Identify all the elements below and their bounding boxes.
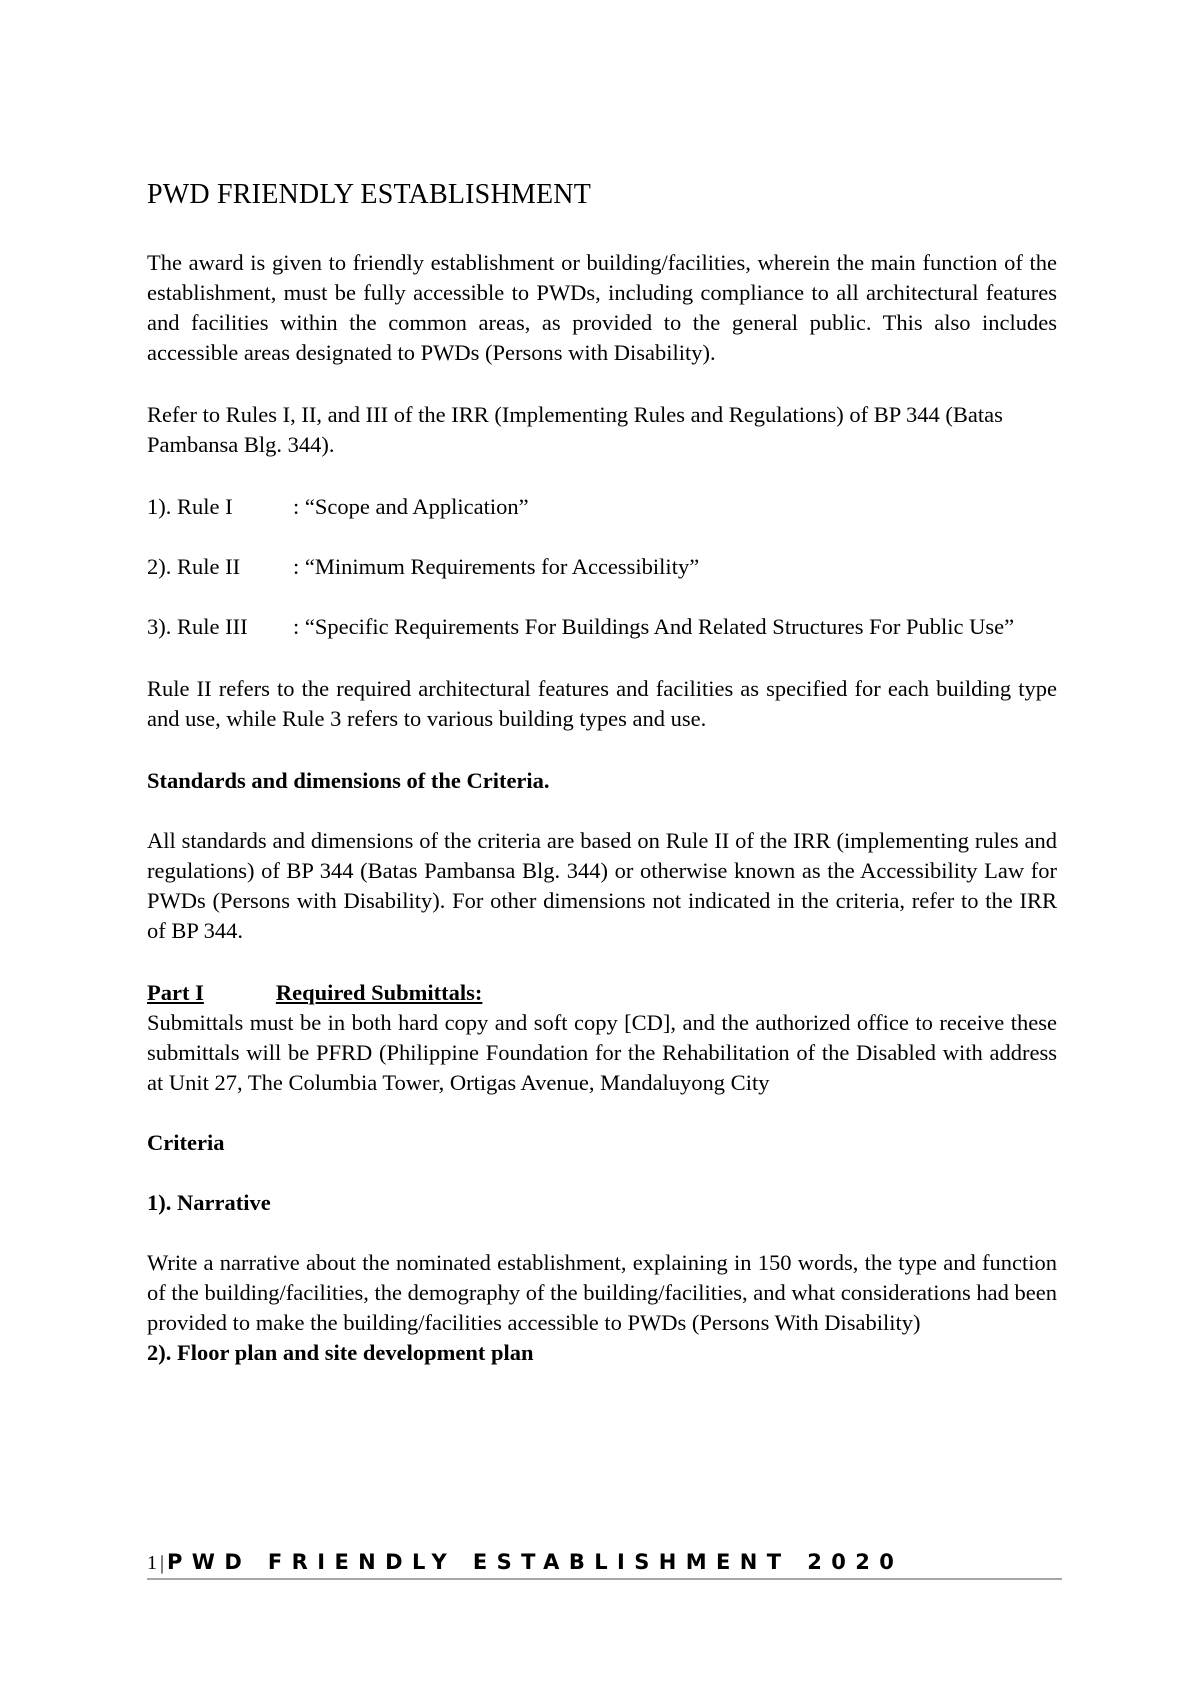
submittals-paragraph: Submittals must be in both hard copy and soft copy [CD], and the authorized office to receive these submittals will be PFRD (Philippine Foundation for the Rehabilitation of the Disabled with address at Unit 27, The Columbia Tower, Ortigas Avenue, Mandaluyong City: [147, 1010, 1057, 1095]
page-footer: [147, 1550, 1062, 1580]
part-title: Required Submittals:: [275, 980, 483, 1005]
rule-number: 1). Rule I: [147, 494, 233, 519]
rule-item: [147, 612, 1057, 642]
document-body: [147, 178, 1057, 1368]
intro-paragraph: The award is given to friendly establishment or building/facilities, wherein the main function of the establishment, must be fully accessible to PWDs, including compliance to all architectural features and facilities within the common areas, as provided to the general public. This also includes accessible areas designated to PWDs (Persons with Disability).: [147, 250, 1057, 365]
rule-description: : “Scope and Application”: [293, 494, 529, 519]
part-label: Part I: [147, 980, 204, 1005]
standards-paragraph: All standards and dimensions of the criteria are based on Rule II of the IRR (implementing rules and regulations) of BP 344 (Batas Pambansa Blg. 344) or otherwise known as the Accessibility Law for PWDs (Persons with Disability). For other dimensions not indicated in the criteria, refer to the IRR of BP 344.: [147, 828, 1057, 943]
floor-plan-heading: 2). Floor plan and site development plan: [147, 1340, 534, 1365]
refer-paragraph: Refer to Rules I, II, and III of the IRR (Implementing Rules and Regulations) of BP 344 (Batas Pambansa Blg. 344).: [147, 402, 1003, 457]
rule-number: 2). Rule II: [147, 554, 241, 579]
part-i-heading: [147, 978, 1057, 1008]
document-title: PWD FRIENDLY ESTABLISHMENT: [147, 179, 591, 210]
rule-item: [147, 492, 1057, 522]
criteria-heading: Criteria: [147, 1130, 225, 1155]
page-number: 1|: [147, 1552, 168, 1574]
rule-number: 3). Rule III: [147, 614, 248, 639]
narrative-paragraph: Write a narrative about the nominated establishment, explaining in 150 words, the type and function of the building/facilities, the demography of the building/facilities, and what considerations had been provided to make the building/facilities accessible to PWDs (Persons With Disability): [147, 1250, 1057, 1335]
narrative-heading: 1). Narrative: [147, 1190, 271, 1215]
footer-title: PWD FRIENDLY ESTABLISHMENT 2020: [167, 1550, 904, 1574]
rule-description: : “Specific Requirements For Buildings And Related Structures For Public Use”: [293, 614, 1015, 639]
rule-description: : “Minimum Requirements for Accessibility”: [293, 554, 700, 579]
rule-item: [147, 552, 1057, 582]
rule-ii-note: Rule II refers to the required architectural features and facilities as specified for each building type and use, while Rule 3 refers to various building types and use.: [147, 676, 1057, 731]
standards-heading: Standards and dimensions of the Criteria.: [147, 768, 550, 793]
